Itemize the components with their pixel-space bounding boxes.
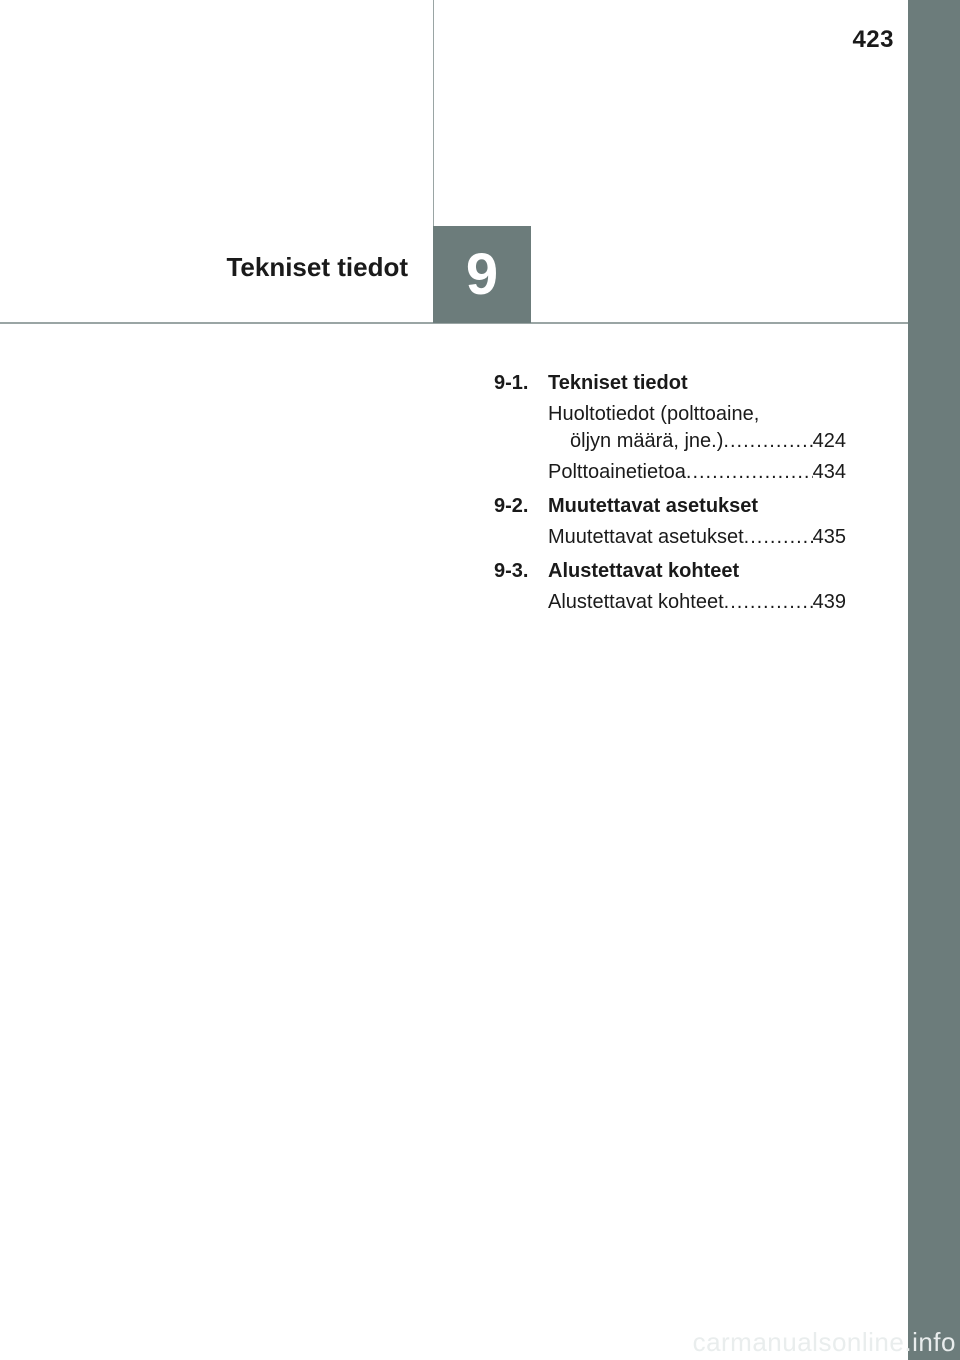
entry-text: Huoltotiedot (polttoaine, [548, 403, 760, 425]
section-number: 9-1. [494, 372, 529, 394]
section-title: Alustettavat kohteet [548, 560, 740, 582]
dot-leader [686, 459, 813, 486]
toc-entry-alustettavat-kohteet[interactable] [548, 589, 846, 616]
section-title: Tekniset tiedot [548, 372, 688, 394]
page-number: 423 [852, 26, 894, 53]
toc-section-9-1[interactable] [494, 370, 846, 397]
entry-page: 435 [812, 526, 846, 548]
section-title: Muutettavat asetukset [548, 495, 759, 517]
dot-leader [724, 589, 813, 616]
toc-section-9-2[interactable] [494, 493, 846, 520]
section-number: 9-2. [494, 495, 529, 517]
watermark: carmanualsonline.info [692, 1327, 956, 1357]
chapter-side-tab [908, 0, 960, 1360]
vertical-divider [433, 0, 434, 226]
entry-page: 424 [812, 430, 846, 452]
toc-entry-muutettavat-asetukset[interactable] [548, 524, 846, 551]
table-of-contents [494, 370, 846, 616]
entry-text: öljyn määrä, jne.) [570, 430, 724, 452]
chapter-number-box [433, 226, 531, 323]
chapter-title: Tekniset tiedot [226, 252, 408, 282]
dot-leader [744, 524, 813, 551]
section-number: 9-3. [494, 560, 529, 582]
dot-leader [723, 428, 812, 455]
entry-page: 434 [812, 461, 846, 483]
entry-text: Muutettavat asetukset [548, 526, 744, 548]
toc-entry-polttoainetietoa[interactable] [548, 459, 846, 486]
entry-page: 439 [812, 591, 846, 613]
toc-section-9-3[interactable] [494, 558, 846, 585]
toc-entry-huoltotiedot[interactable] [548, 401, 846, 455]
entry-text: Alustettavat kohteet [548, 591, 724, 613]
entry-text: Polttoainetietoa [548, 461, 686, 483]
chapter-number: 9 [465, 242, 499, 307]
